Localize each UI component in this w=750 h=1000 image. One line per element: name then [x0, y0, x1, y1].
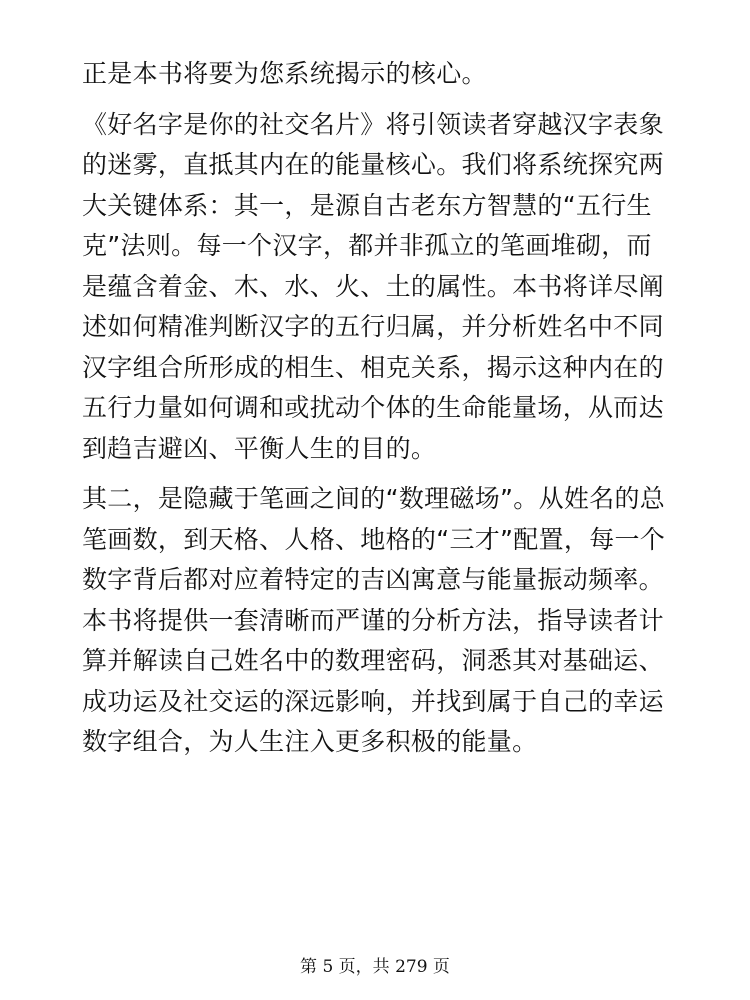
paragraph-1: 正是本书将要为您系统揭示的核心。 — [82, 59, 487, 88]
page-number-footer: 第 5 页，共 279 页 — [300, 957, 450, 977]
body-text — [82, 54, 672, 763]
paragraph-3: 其二，是隐藏于笔画之间的“数理磁场”。从姓名的总笔画数，到天格、人格、地格的“三才”配置，每一个数字背后都对应着特定的吉凶寓意与能量振动频率。本书将提供一套清晰而严谨的分析方法，指导读者计算并解读自己姓名中的数理密码，洞悉其对基础运、成功运及社交运的深远影响，并找到属于自己的幸运数字组合，为人生注入更多积极的能量。 — [82, 484, 666, 756]
paragraph-2: 《好名字是你的社交名片》将引领读者穿越汉字表象的迷雾，直抵其内在的能量核心。我们将系统探究两大关键体系：其一，是源自古老东方智慧的“五行生克”法则。每一个汉字，都并非孤立的笔画堆砌，而是蕴含着金、木、水、火、土的属性。本书将详尽阐述如何精准判断汉字的五行归属，并分析姓名中不同汉字组合所形成的相生、相克关系，揭示这种内在的五行力量如何调和或扰动个体的生命能量场，从而达到趋吉避凶、平衡人生的目的。 — [82, 109, 664, 463]
